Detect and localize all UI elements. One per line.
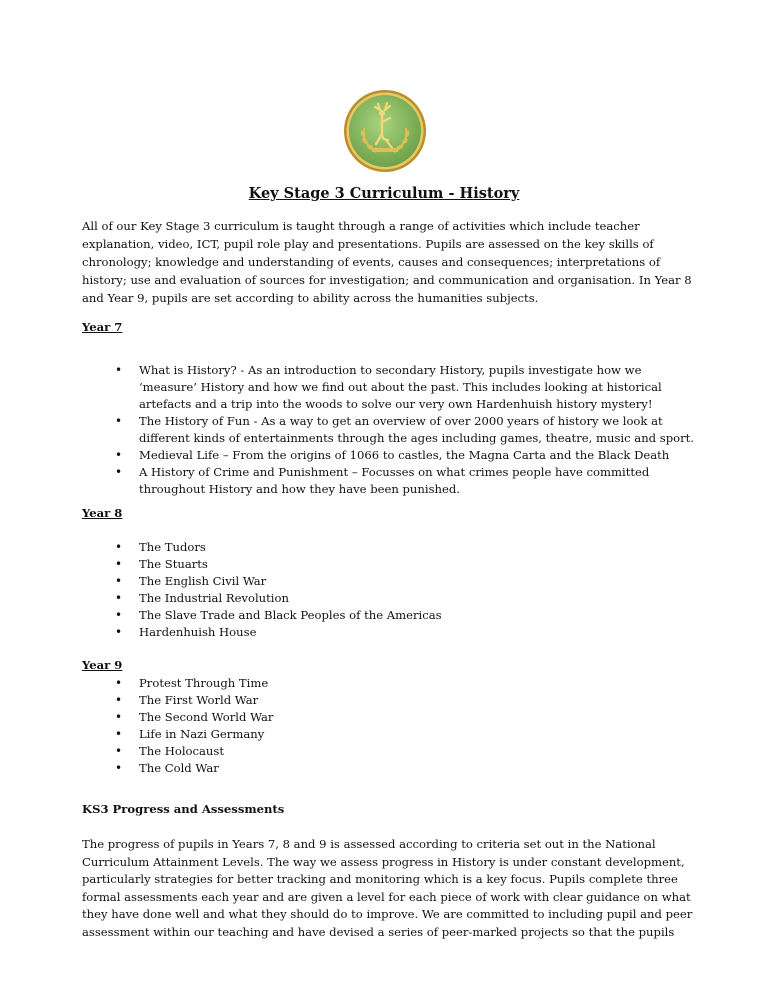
intro-paragraph: All of our Key Stage 3 curriculum is taught through a range of activities which include teacher explanation, video, ICT, pupil role play and presentations. Pupils are assessed on the key skills of chronology; knowledge and understanding of events, causes and consequences; interpretations of history; use and evaluation of sources for investigation; and communication and organisation. In Year 8 and Year 9, pupils are set according to ability across the humanities subjects. [82,219,692,305]
list-item: • The Tudors [82,539,694,556]
list-item: • The English Civil War [82,573,694,590]
list-item: • Protest Through Time [82,675,694,692]
list-item: • The Stuarts [82,556,694,573]
list-item: • The History of Fun - As a way to get an overview of over 2000 years of history we look at different kinds of entertainments through the ages including games, theatre, music and sport. [82,413,694,447]
list-item: • The Second World War [82,709,694,726]
year-9-list [82,675,694,777]
list-item: • The First World War [82,692,694,709]
assessment-heading: KS3 Progress and Assessments [82,802,285,816]
list-item: • Medieval Life – From the origins of 1066 to castles, the Magna Carta and the Black Death [82,447,694,464]
year-7-list [82,362,694,498]
assessment-paragraph: The progress of pupils in Years 7, 8 and 9 is assessed according to criteria set out in the National Curriculum Attainment Levels. The way we assess progress in History is under constant development, particularly strategies for better tracking and monitoring which is a key focus. Pupils complete three formal assessments each year and are given a level for each piece of work with clear guidance on what they have done well and what they should do to improve. We are committed to including pupil and peer assessment within our teaching and have devised a series of peer-marked projects so that the pupils [82,837,693,939]
school-crest-logo [342,88,428,174]
list-item: • The Cold War [82,760,694,777]
year-8-list [82,539,694,641]
list-item: • A History of Crime and Punishment – Focusses on what crimes people have committed throughout History and how they have been punished. [82,464,694,498]
list-item: • What is History? - As an introduction to secondary History, pupils investigate how we ‘measure’ History and how we find out about the past. This includes looking at historical artefacts and a trip into the woods to solve our very own Hardenhuish history mystery! [82,362,694,413]
list-item: • The Holocaust [82,743,694,760]
year-7-heading: Year 7 [82,320,123,334]
list-item: • Life in Nazi Germany [82,726,694,743]
list-item: • The Industrial Revolution [82,590,694,607]
list-item: • Hardenhuish House [82,624,694,641]
year-9-heading: Year 9 [82,658,123,672]
list-item: • The Slave Trade and Black Peoples of the Americas [82,607,694,624]
page-title: Key Stage 3 Curriculum - History [248,185,520,202]
year-8-heading: Year 8 [82,506,123,520]
